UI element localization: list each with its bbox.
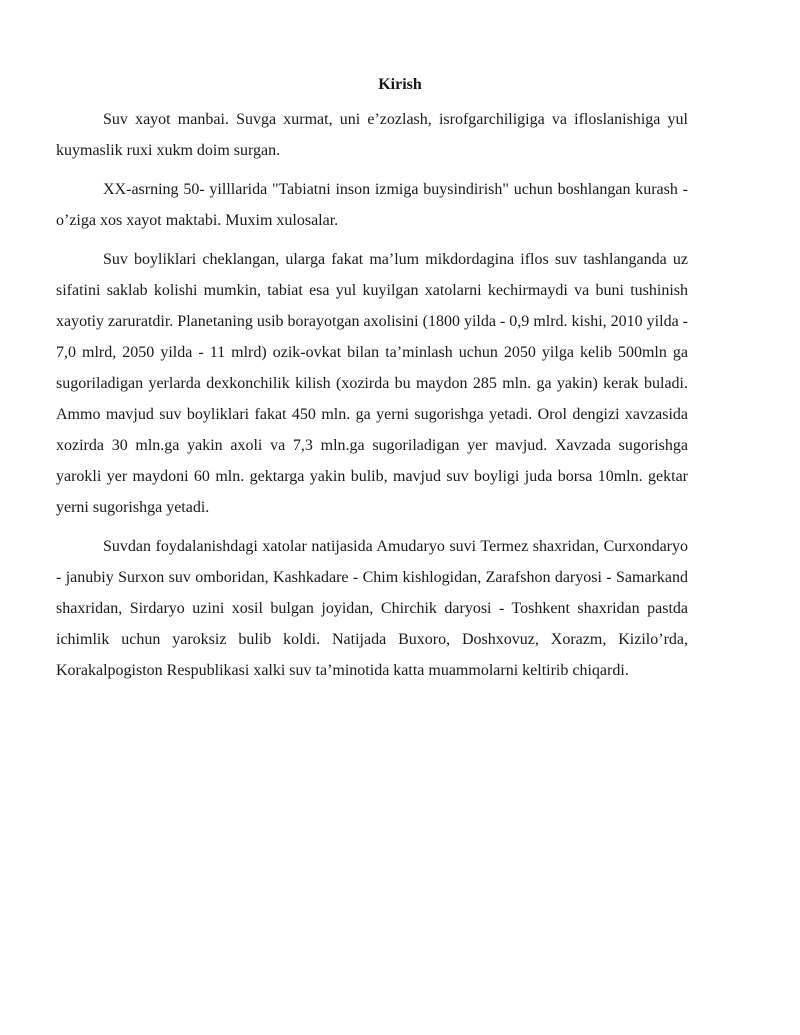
- page-title: Kirish: [378, 76, 422, 93]
- paragraph-4: Suvdan foydalanishdagi xatolar natijasida Amudaryo suvi Termez shaxridan, Curxondaryo - janubiy Surxon suv omboridan, Kashkadare - Chim kishlogidan, Zarafshon daryosi - Samarkand shaxridan, Sirdaryo uzini xosil bulgan joyidan, Chirchik daryosi - Toshkent shaxridan pastda ichimlik uchun yaroksiz bulib koldi. Natijada Buxoro, Doshxovuz, Xorazm, Kizilo’rda, Korakalpogiston Respublikasi xalki suv ta’minotida katta muammolarni keltirib chiqardi.: [56, 538, 688, 679]
- paragraph-1: Suv xayot manbai. Suvga xurmat, uni e’zozlash, isrofgarchiligiga va ifloslanishiga yul kuymaslik ruxi xukm doim surgan.: [56, 111, 688, 159]
- paragraph-3: Suv boyliklari cheklangan, ularga fakat ma’lum mikdordagina iflos suv tashlanganda uz sifatini saklab kolishi mumkin, tabiat esa yul kuyilgan xatolarni kechirmaydi va buni tushinish xayotiy zaruratdir. Planetaning usib borayotgan axolisini (1800 yilda - 0,9 mlrd. kishi, 2010 yilda - 7,0 mlrd, 2050 yilda - 11 mlrd) ozik-ovkat bilan ta’minlash uchun 2050 yilga kelib 500mln ga sugoriladigan yerlarda dexkonchilik kilish (xozirda bu maydon 285 mln. ga yakin) kerak buladi. Ammo mavjud suv boyliklari fakat 450 mln. ga yerni sugorishga yetadi. Orol dengizi xavzasida xozirda 30 mln.ga yakin axoli va 7,3 mln.ga sugoriladigan yer mavjud. Xavzada sugorishga yarokli yer maydoni 60 mln. gektarga yakin bulib, mavjud suv boyligi juda borsa 10mln. gektar yerni sugorishga yetadi.: [56, 251, 688, 516]
- paragraph-2: XX-asrning 50- yilllarida "Tabiatni inson izmiga buysindirish" uchun boshlangan kurash - o’ziga xos xayot maktabi. Muxim xulosalar.: [56, 181, 688, 229]
- document-body: [56, 104, 688, 694]
